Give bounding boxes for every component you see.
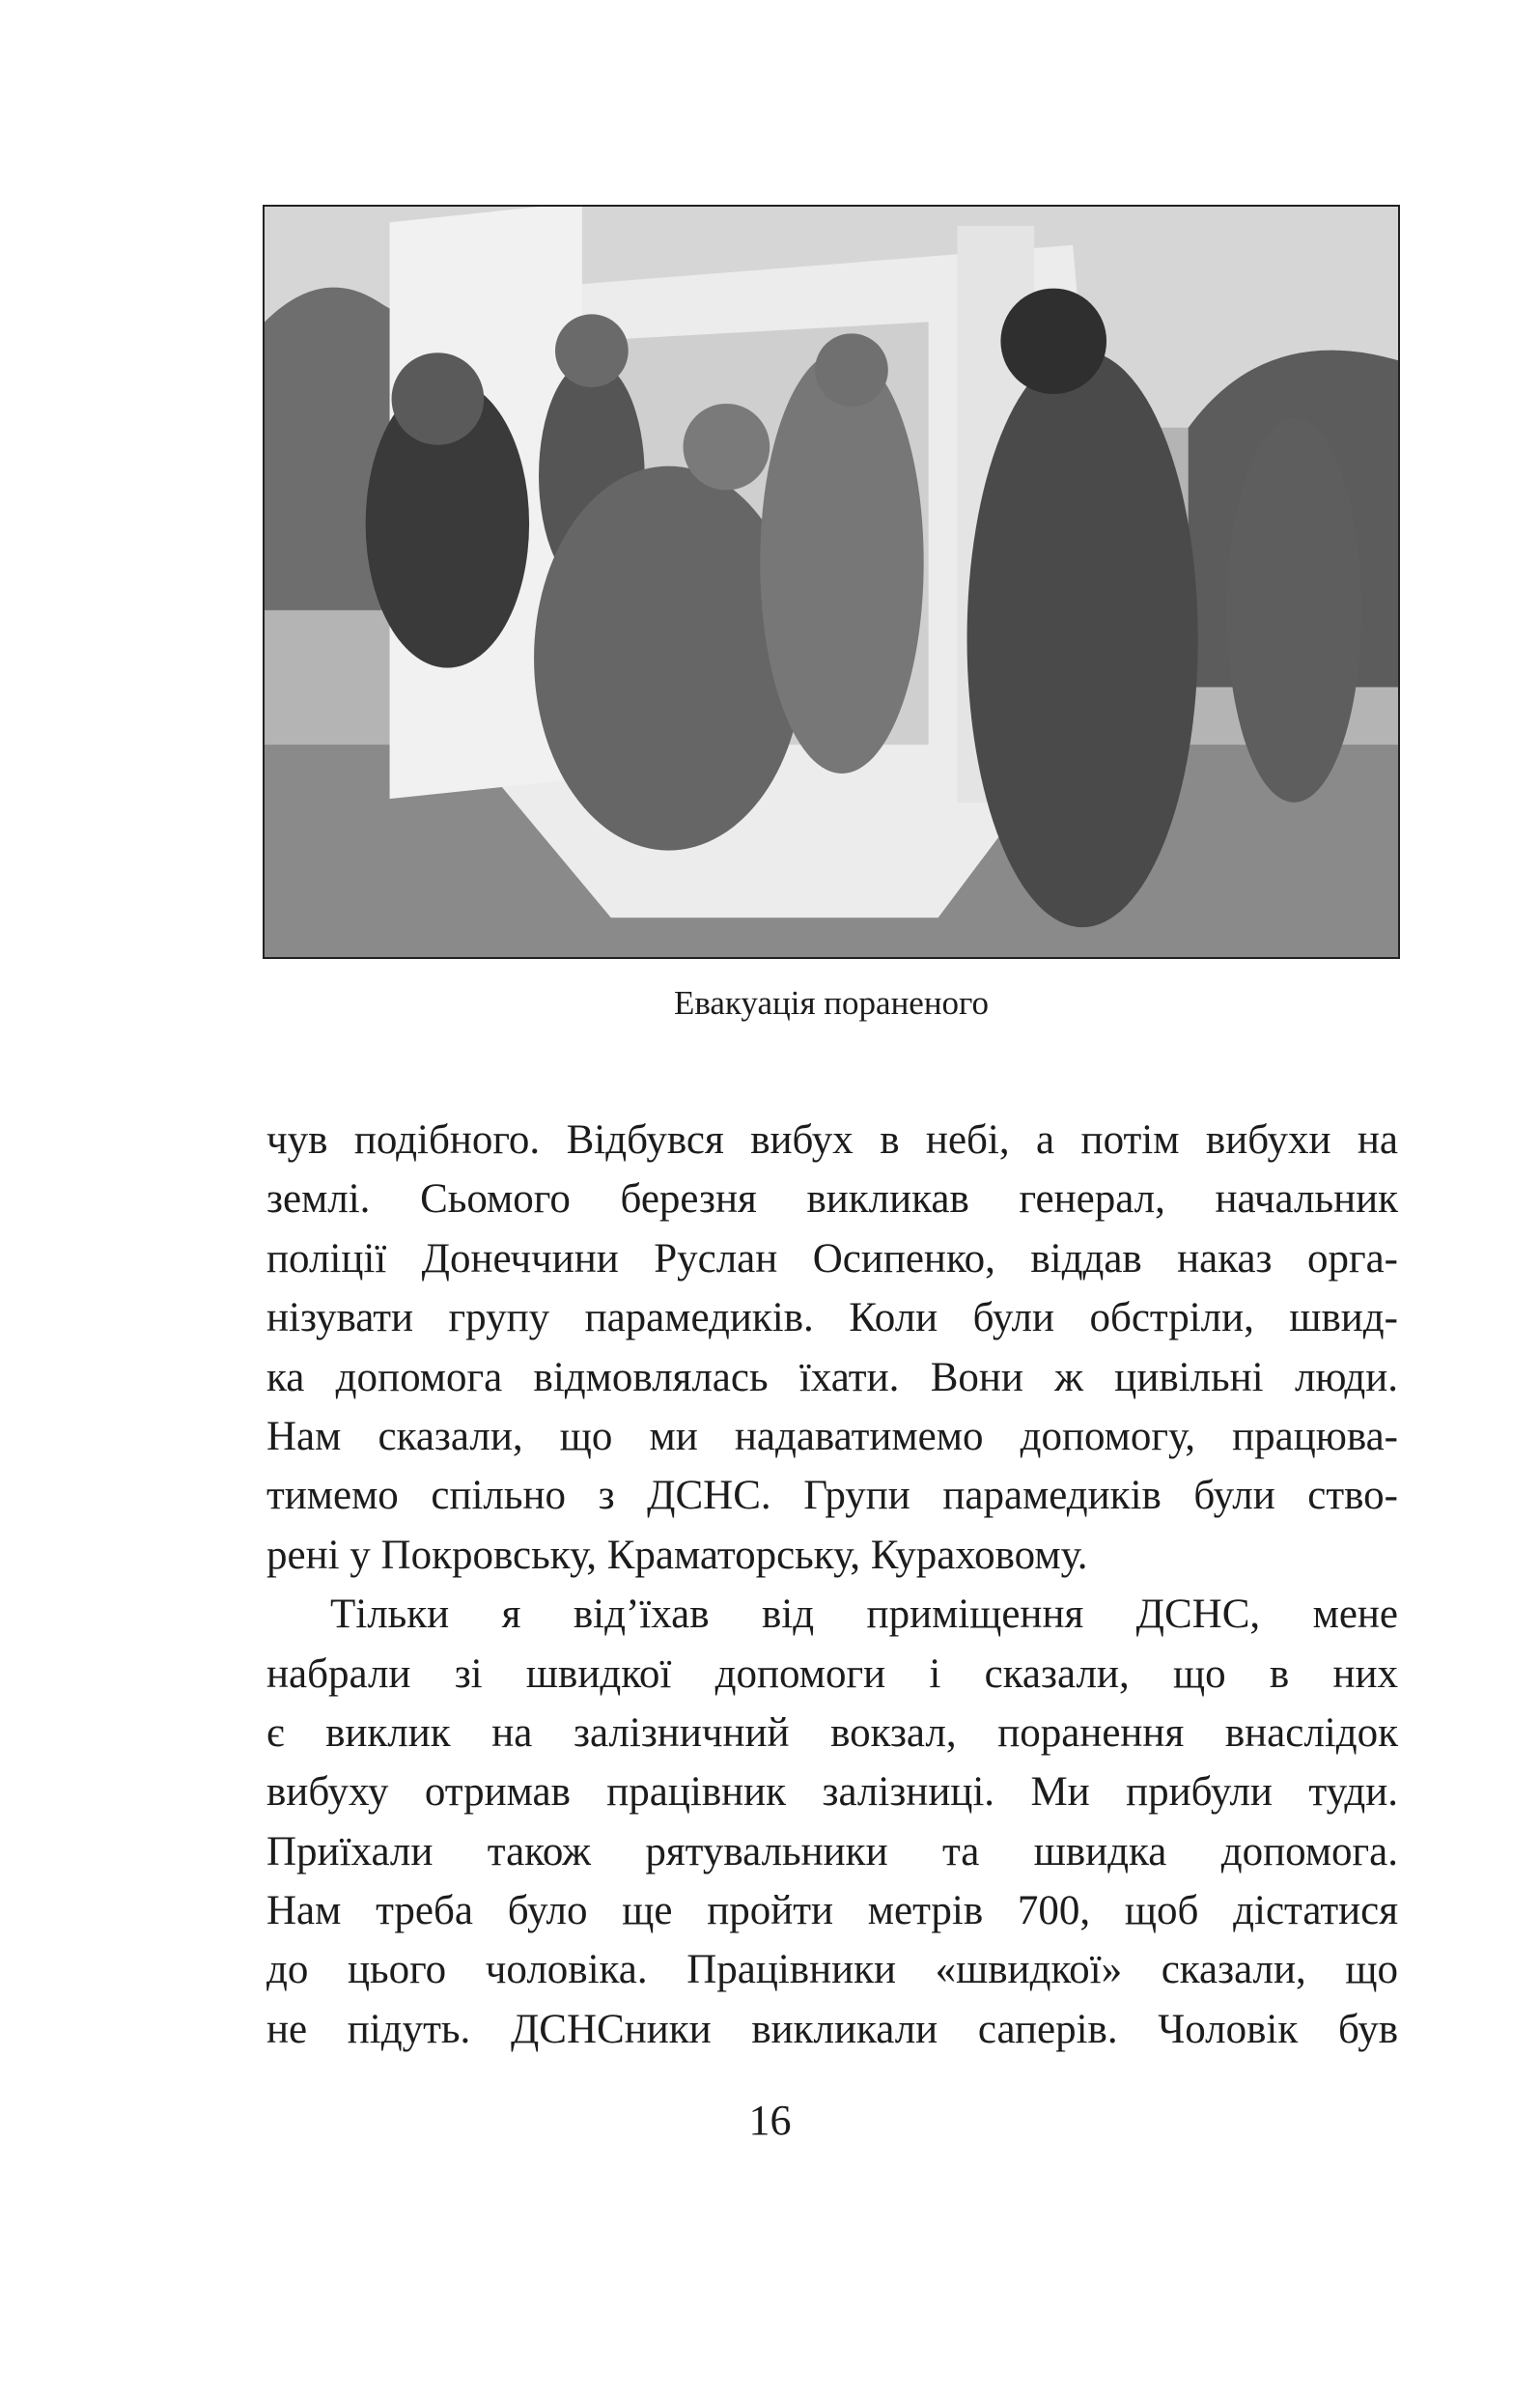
page-number: 16	[748, 2097, 792, 2144]
text-line: поліції Донеччини Руслан Осипенко, віддав наказ орга-	[266, 1235, 1398, 1282]
text-line: вибуху отримав працівник залізниці. Ми прибули туди.	[266, 1769, 1398, 1816]
body-text	[266, 1111, 1398, 2059]
photo-caption: Евакуація пораненого	[673, 984, 990, 1022]
text-line: чув подібного. Відбувся вибух в небі, а потім вибухи на	[266, 1117, 1398, 1163]
text-line: не підуть. ДСНСники викликали саперів. Чоловік був	[266, 2006, 1398, 2052]
photo-icon	[265, 207, 1398, 957]
text-line: Приїхали також рятувальники та швидка допомога.	[266, 1828, 1398, 1875]
text-line: до цього чоловіка. Працівники «швидкої» сказали, що	[266, 1947, 1398, 1993]
text-line: ка допомога відмовлялась їхати. Вони ж цивільні люди.	[266, 1354, 1398, 1400]
text-line: рені у Покровську, Краматорську, Кураховому.	[266, 1532, 1088, 1578]
text-line: є виклик на залізничний вокзал, поранення внаслідок	[266, 1709, 1398, 1756]
text-line: нізувати групу парамедиків. Коли були обстріли, швид-	[266, 1295, 1398, 1341]
text-line: набрали зі швидкої допомоги і сказали, що в них	[266, 1650, 1398, 1697]
photo-image	[263, 205, 1400, 959]
text-line: тимемо спільно з ДСНС. Групи парамедиків були ство-	[266, 1473, 1398, 1519]
text-line: Нам треба було ще пройти метрів 700, щоб дістатися	[266, 1888, 1398, 1934]
text-line: Тільки я від’їхав від приміщення ДСНС, мене	[330, 1592, 1398, 1638]
text-line: землі. Сьомого березня викликав генерал, начальник	[266, 1176, 1398, 1223]
text-line: Нам сказали, що ми надаватимемо допомогу, працюва-	[266, 1413, 1398, 1459]
